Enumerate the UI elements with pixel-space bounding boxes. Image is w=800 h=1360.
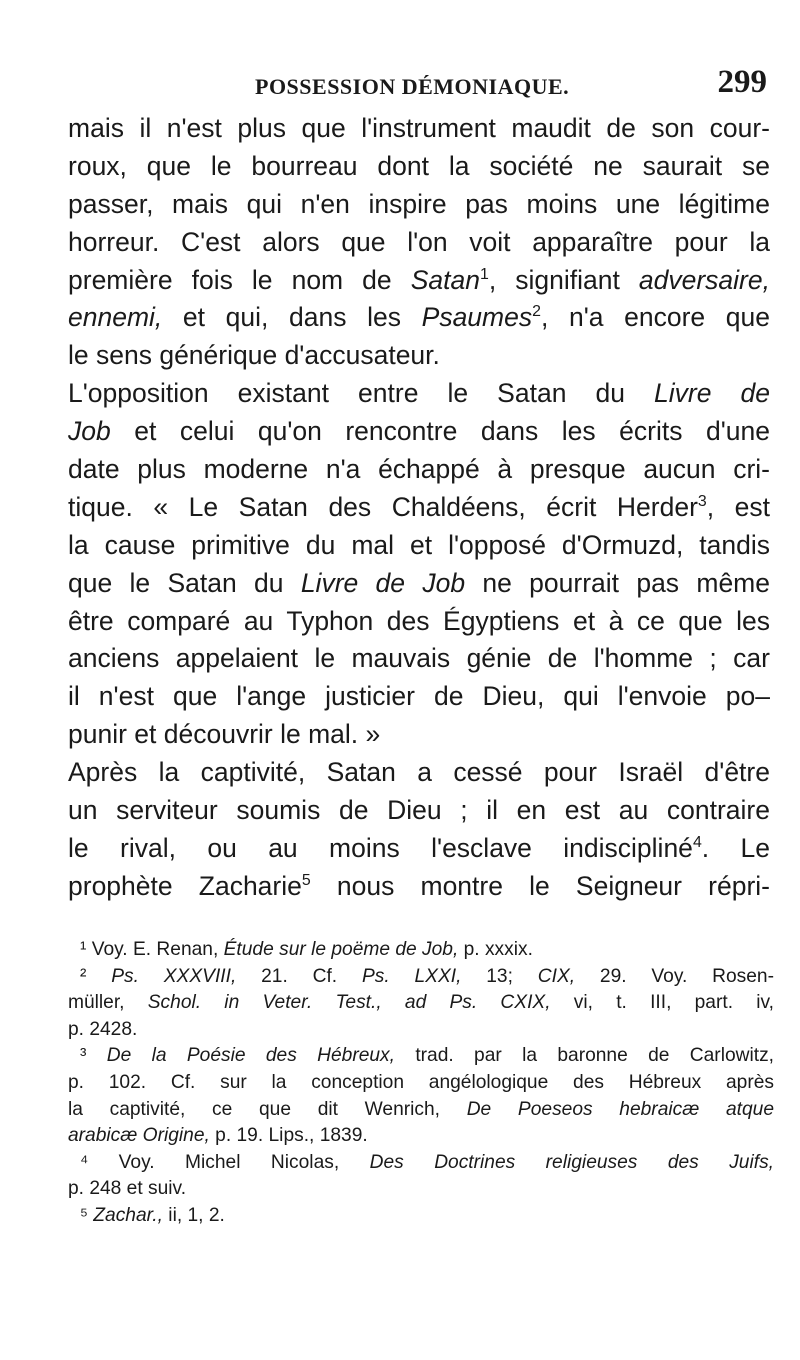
text-line: horreur. C'est alors que l'on voit apparaître pour la [68,226,770,257]
text-line: Après la captivité, Satan a cessé pour Israël d'être [68,757,770,788]
footnote-4: ⁴ Voy. Michel Nicolas, Des Doctrines religieuses des Juifs, [80,1151,774,1173]
text-line: le rival, ou au moins l'esclave indiscipliné$^4$. Le [68,832,771,863]
footnote-ref: 3 [697,493,707,511]
text-line: Job et celui qu'on rencontre dans les écrits d'une [68,416,770,447]
footnote-3: ³ De la Poésie des Hébreux, trad. par la baronne de Carlowitz, [80,1045,775,1067]
page-header [255,64,767,104]
footnote-2-cont: p. 2428. [68,1018,138,1040]
text-line: un serviteur soumis de Dieu ; il en est au contraire [68,795,770,826]
footnote-2-cont: müller, Schol. in Veter. Test., ad Ps. CXIX, vi, t. III, part. iv, [68,992,775,1014]
footnote-3-cont: la captivité, ce que dit Wenrich, De Poeseos hebraicæ atque [68,1098,774,1120]
text-line: date plus moderne n'a échappé à presque aucun cri- [68,454,770,485]
text-line: L'opposition existant entre le Satan du Livre de [68,378,771,409]
text-line: la cause primitive du mal et l'opposé d'Ormuzd, tandis [68,529,770,560]
footnote-ref: 5 [301,871,311,889]
footnote-ref: 4 [692,834,702,852]
text-line: roux, que le bourreau dont la société ne saurait se [68,150,770,181]
running-title: POSSESSION DÉMONIAQUE. [255,74,570,99]
text-line: ennemi, et qui, dans les Psaumes$^2$, n'a encore que [68,302,770,333]
text-line: que le Satan du Livre de Job ne pourrait pas même [68,567,770,598]
text-line: il n'est que l'ange justicier de Dieu, qui l'envoie po– [68,681,770,712]
main-text [68,110,770,906]
text-line: mais il n'est plus que l'instrument maudit de son cour- [68,113,770,143]
footnote-ref: 1 [479,265,489,283]
page-number: 299 [717,64,767,100]
text-line: passer, mais qui n'en inspire pas moins une légitime [68,188,770,219]
text-line: être comparé au Typhon des Égyptiens et à ce que les [68,605,770,636]
text-line: le sens générique d'accusateur. [68,340,440,371]
footnotes [68,937,774,1230]
text-line: première fois le nom de Satan$^1$, signifiant adversaire, [68,264,770,295]
footnote-3-cont: p. 102. Cf. sur la conception angélologique des Hébreux après [68,1071,774,1093]
text-line: tique. « Le Satan des Chaldéens, écrit Herder$^3$, est [68,491,770,522]
text-line: prophète Zacharie$^5$ nous montre le Seigneur répri- [68,870,770,901]
footnote-ref: 2 [532,303,541,321]
text-line: punir et découvrir le mal. » [68,719,381,750]
footnote-2: ² Ps. XXXVIII, 21. Cf. Ps. LXXI, 13; CIX, 29. Voy. Rosen- [80,965,774,987]
footnote-5: ⁵ Zachar., ii, 1, 2. [80,1204,225,1226]
footnote-3-cont: arabicæ Origine, p. 19. Lips., 1839. [68,1125,368,1147]
text-line: anciens appelaient le mauvais génie de l'homme ; car [68,643,770,674]
footnote-4-cont: p. 248 et suiv. [68,1178,187,1200]
footnote-1: ¹ Voy. E. Renan, Étude sur le poëme de Job, p. xxxix. [80,939,533,960]
